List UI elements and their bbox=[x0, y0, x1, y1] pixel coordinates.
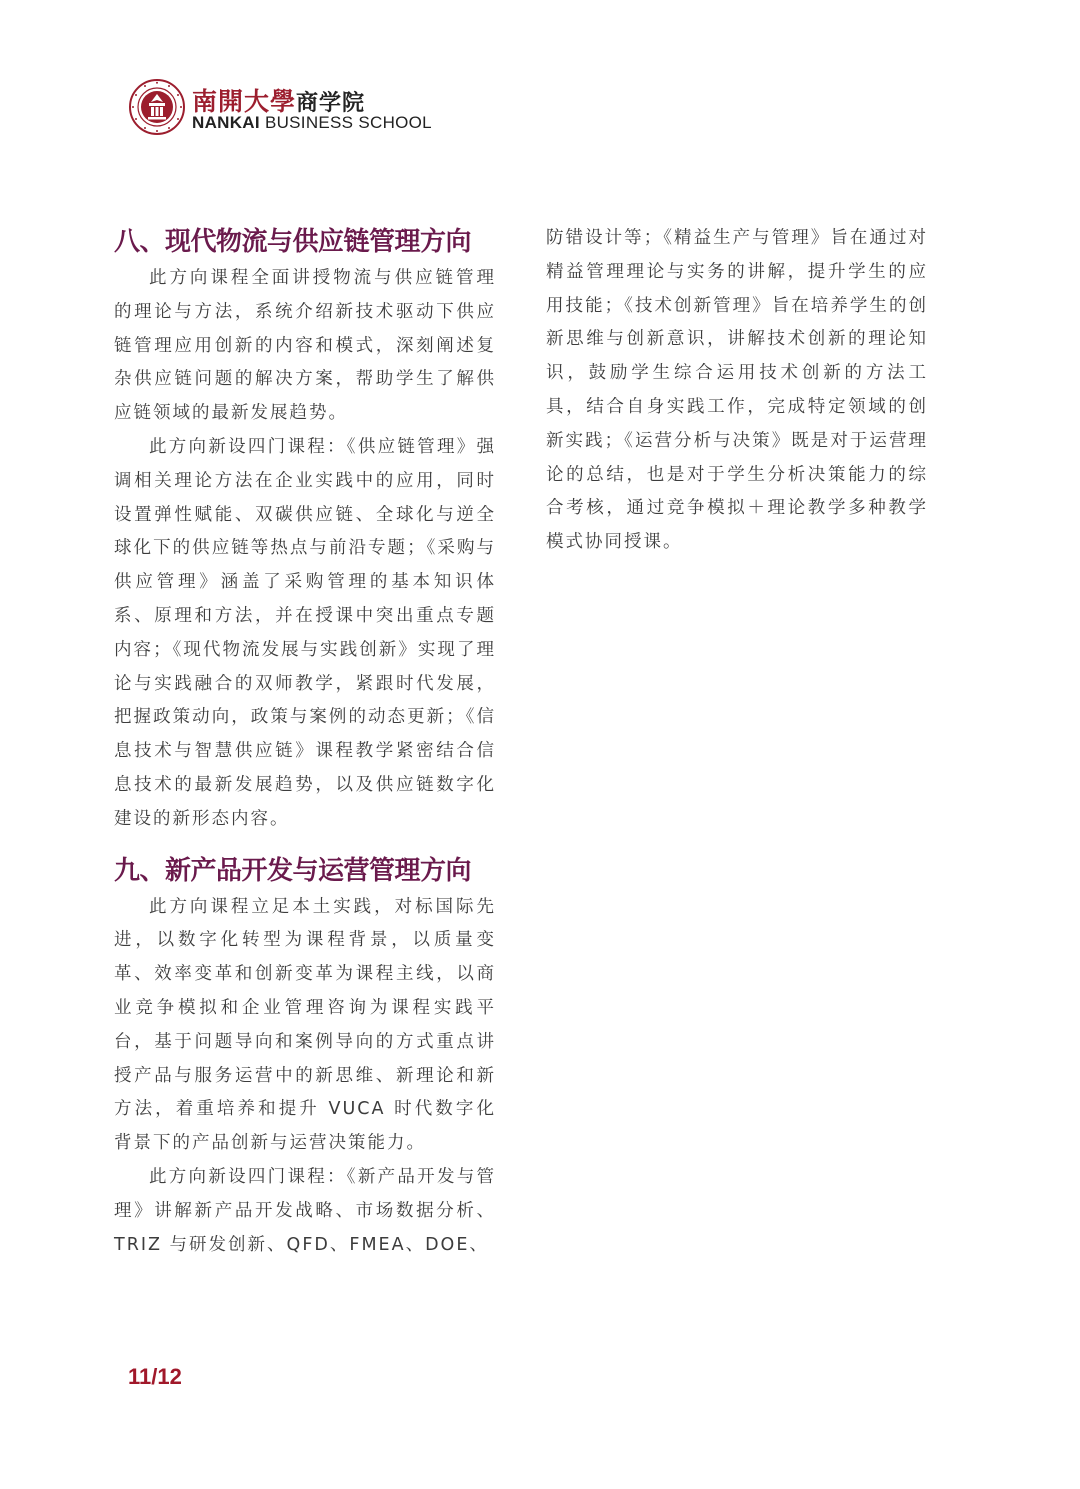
logo-college-name: 商学院 bbox=[296, 91, 366, 116]
left-column bbox=[114, 222, 496, 1262]
logo-english-name bbox=[192, 113, 432, 133]
section8-paragraph-2: 此方向新设四门课程：《供应链管理》强调相关理论方法在企业实践中的应用，同时设置弹性赋能、双碳供应链、全球化与逆全球化下的供应链等热点与前沿专题；《采购与供应管理》涵盖了采购管理的基本知识体系、原理和方法，并在授课中突出重点专题内容；《现代物流发展与实践创新》实现了理论与实践融合的双师教学，紧跟时代发展，把握政策动向，政策与案例的动态更新；《信息技术与智慧供应链》课程教学紧密结合信息技术的最新发展趋势，以及供应链数字化建设的新形态内容。 bbox=[114, 436, 496, 829]
right-column bbox=[546, 222, 928, 560]
section9-paragraph-2-continued: 防错设计等；《精益生产与管理》旨在通过对精益管理理论与实务的讲解，提升学生的应用技能；《技术创新管理》旨在培养学生的创新思维与创新意识，讲解技术创新的理论知识，鼓励学生综合运用技术创新的方法工具，结合自身实践工作，完成特定领域的创新实践；《运营分析与决策》既是对于运营理论的总结，也是对于学生分析决策能力的综合考核，通过竞争模拟＋理论教学多种教学模式协同授课。 bbox=[546, 228, 928, 553]
logo-en-bold: NANKAI bbox=[192, 113, 260, 132]
section9-paragraph-2: 此方向新设四门课程：《新产品开发与管理》讲解新产品开发战略、市场数据分析、TRIZ 与研发创新、QFD、FMEA、DOE、 bbox=[114, 1166, 496, 1255]
section9-title: 九、新产品开发与运营管理方向 bbox=[114, 855, 472, 886]
school-logo bbox=[128, 78, 432, 138]
page-number: 11/12 bbox=[128, 1364, 182, 1389]
university-seal-icon bbox=[128, 78, 186, 136]
section9-paragraph-1: 此方向课程立足本土实践，对标国际先进，以数字化转型为课程背景，以质量变革、效率变革和创新变革为课程主线，以商业竞争模拟和企业管理咨询为课程实践平台，基于问题导向和案例导向的方式重点讲授产品与服务运营中的新思维、新理论和新方法，着重培养和提升 VUCA 时代数字化背景下的产品创新与运营决策能力。 bbox=[114, 896, 496, 1154]
section8-paragraph-1: 此方向课程全面讲授物流与供应链管理的理论与方法，系统介绍新技术驱动下供应链管理应用创新的内容和模式，深刻阐述复杂供应链问题的解决方案，帮助学生了解供应链领域的最新发展趋势。 bbox=[114, 268, 496, 424]
section8-title: 八、现代物流与供应链管理方向 bbox=[114, 227, 472, 257]
logo-en-rest: BUSINESS SCHOOL bbox=[264, 113, 432, 132]
logo-school-name: 南開大學 bbox=[192, 87, 297, 116]
